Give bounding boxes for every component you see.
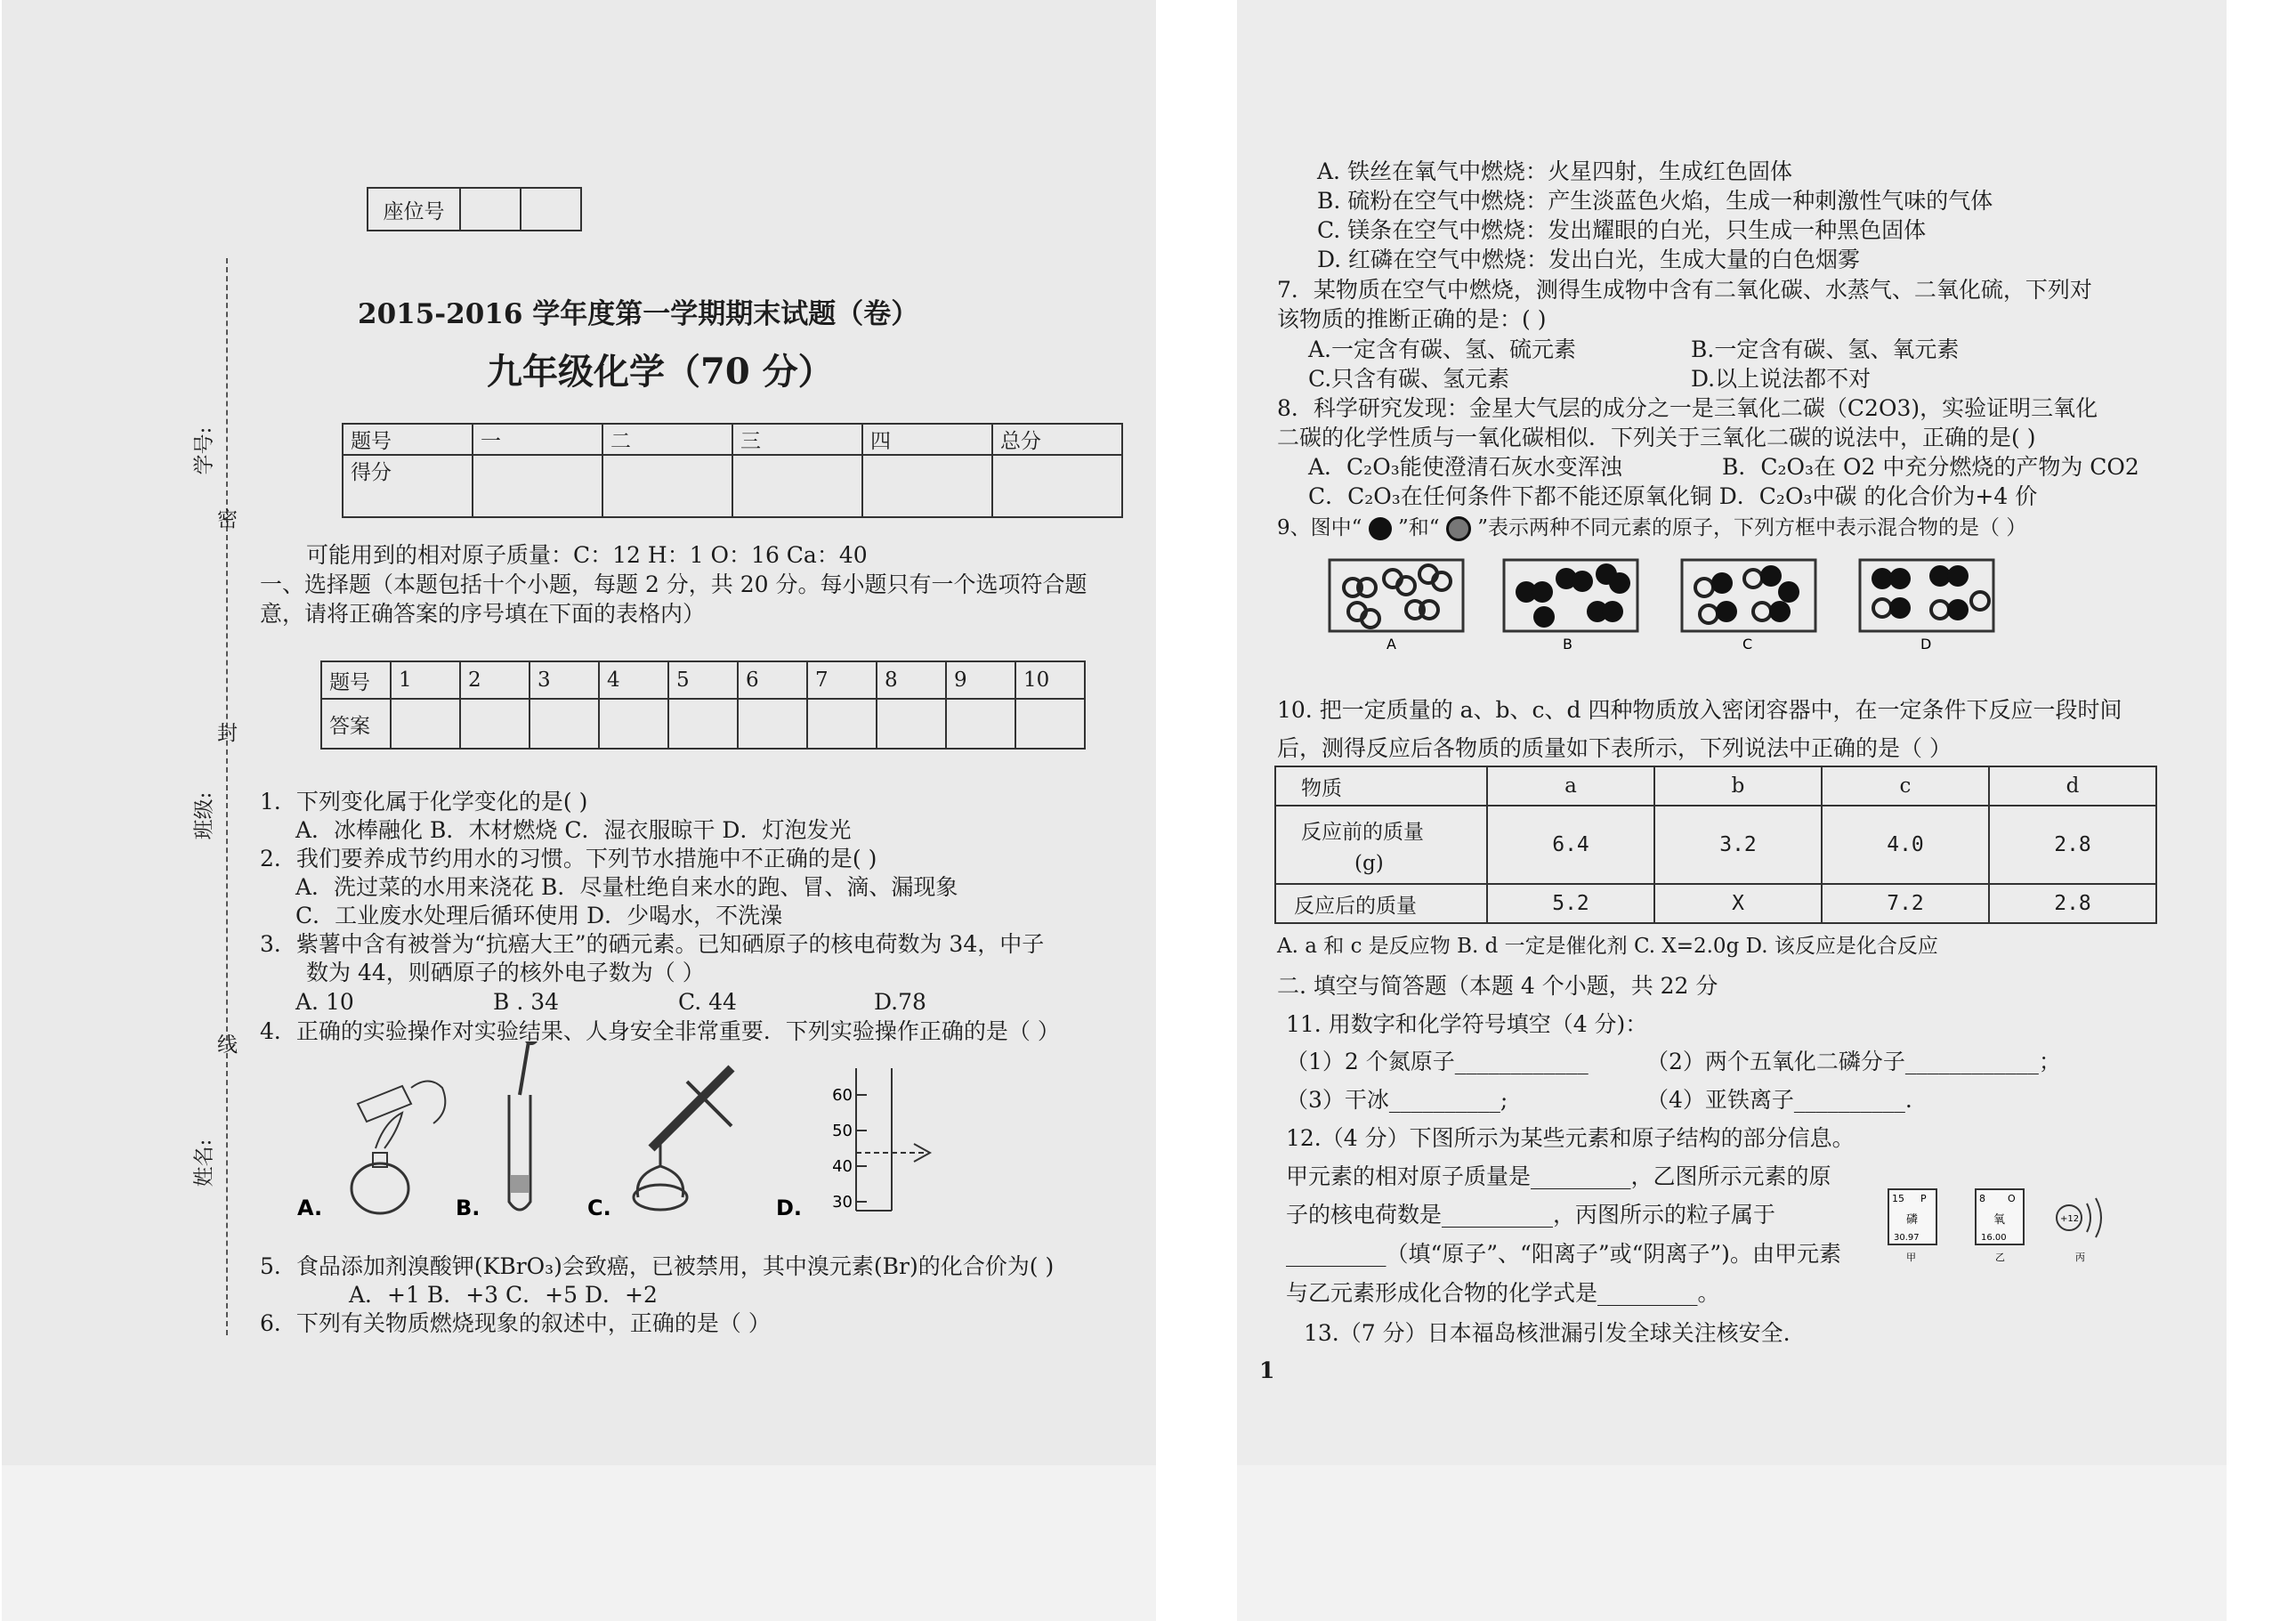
answer-cell[interactable] [460, 699, 530, 749]
jia-mass: 30.97 [1894, 1233, 1920, 1243]
score-header-cell: 四 [862, 424, 992, 455]
mass-header-cell: c [1822, 766, 1989, 806]
q9-text-3: ”表示两种不同元素的原子，下列方框中表示混合物的是（ ） [1477, 516, 2027, 539]
element-card-yi [1976, 1189, 2024, 1244]
score-row-label: 得分 [343, 455, 473, 517]
jia-symbol: P [1920, 1193, 1927, 1204]
answer-cell[interactable] [1015, 699, 1085, 749]
q3-option-d: D.78 [874, 989, 926, 1015]
scan-bottom-band [2, 1465, 1156, 1621]
q9-label-c: C [1742, 636, 1753, 652]
q1-options: A．冰棒融化 B．木材燃烧 C．湿衣服晾干 D．灯泡发光 [295, 817, 852, 843]
q2-stem: 2．我们要养成节约用水的习惯。下列节水措施中不正确的是( ) [260, 846, 877, 871]
q7-option-d: D.以上说法都不对 [1691, 366, 1872, 392]
cylinder-tick: 40 [832, 1157, 853, 1176]
q11-blank-4[interactable]: （4）亚铁离子__________. [1646, 1087, 1912, 1113]
answer-table [320, 661, 1086, 750]
answer-cell[interactable] [391, 699, 460, 749]
q4-label-c: C. [587, 1195, 611, 1220]
answer-cell[interactable] [877, 699, 946, 749]
q5-options: A．+1 B．+3 C．+5 D．+2 [349, 1282, 658, 1308]
bing-nucleus: +12 [2060, 1214, 2080, 1224]
q7-option-b: B.一定含有碳、氢、氧元素 [1691, 336, 1960, 362]
q4-label-d: D. [776, 1195, 803, 1220]
q8-stem-1: 8．科学研究发现：金星大气层的成分之一是三氧化二碳（C2O3)，实验证明三氧化 [1277, 395, 2098, 421]
q2-options-cd: C．工业废水处理后循环使用 D．少喝水，不洗澡 [295, 903, 783, 928]
q11-stem: 11. 用数字和化学符号填空（4 分)： [1286, 1011, 1648, 1037]
exam-subtitle: 九年级化学（70 分） [487, 351, 834, 393]
q1-stem: 1．下列变化属于化学变化的是( ) [260, 789, 588, 815]
jia-name: 磷 [1906, 1213, 1919, 1227]
mass-before-label-1: 反应前的质量 [1301, 820, 1424, 844]
q2-options-ab: A．洗过菜的水用来浇花 B．尽量杜绝自来水的跑、冒、滴、漏现象 [295, 874, 958, 900]
q10-options: A. a 和 c 是反应物 B. d 一定是催化剂 C. X=2.0g D. 该反应是化合反应 [1277, 935, 1938, 958]
test-tube-icon [509, 1041, 538, 1210]
score-header-cell: 二 [602, 424, 732, 455]
q12-stem: 12.（4 分）下图所示为某些元素和原子结构的部分信息。 [1286, 1125, 1855, 1151]
yi-atomic-number: 8 [1979, 1193, 1985, 1204]
answer-cell[interactable] [738, 699, 807, 749]
mass-before-cell: 6.4 [1487, 806, 1654, 884]
score-cell[interactable] [732, 455, 862, 517]
box-c [1682, 560, 1815, 631]
q12-line-2[interactable]: 甲元素的相对原子质量是_________，乙图所示元素的原 [1286, 1163, 1831, 1189]
q13-stem: 13.（7 分）日本福岛核泄漏引发全球关注核安全. [1304, 1320, 1791, 1346]
q7-stem-1: 7．某物质在空气中燃烧，测得生成物中含有二氧化碳、水蒸气、二氧化硫，下列对 [1277, 277, 2092, 303]
yi-name: 氧 [1993, 1213, 2006, 1227]
q6-stem: 6．下列有关物质燃烧现象的叙述中，正确的是（ ） [260, 1310, 771, 1336]
left-page [2, 0, 1156, 1621]
box-b [1504, 560, 1637, 631]
box-d [1860, 560, 1993, 631]
q12-line-4[interactable]: _________（填“原子”、“阳离子”或“阴离子”)。由甲元素 [1286, 1241, 1841, 1267]
score-cell[interactable] [602, 455, 732, 517]
q9-stem [1277, 516, 2026, 541]
cylinder-tick: 60 [832, 1086, 853, 1105]
element-card-jia [1888, 1189, 1936, 1244]
answer-header-cell: 10 [1015, 661, 1085, 699]
measuring-cylinder-icon [856, 1068, 930, 1211]
mass-before-label-2: (g) [1354, 851, 1384, 875]
mass-after-label: 反应后的质量 [1275, 884, 1487, 923]
section2-heading: 二. 填空与简答题（本题 4 个小题，共 22 分 [1277, 973, 1718, 999]
score-cell[interactable] [862, 455, 992, 517]
margin-class: 班级: [192, 791, 216, 840]
answer-header-cell: 2 [460, 661, 530, 699]
score-header-cell: 题号 [343, 424, 473, 455]
binding-dashed-line [226, 258, 228, 1335]
answer-header-cell: 9 [946, 661, 1015, 699]
answer-header-cell: 8 [877, 661, 946, 699]
score-header-cell: 三 [732, 424, 862, 455]
box-a [1330, 560, 1463, 631]
ion-structure-icon [2057, 1198, 2101, 1237]
answer-cell[interactable] [807, 699, 877, 749]
margin-student-number: 学号: [192, 426, 216, 475]
mass-header-cell: 物质 [1275, 766, 1487, 806]
margin-feng: 封 [217, 722, 238, 745]
answer-header-cell: 4 [599, 661, 668, 699]
q3-option-b: B . 34 [493, 989, 560, 1015]
answer-header-cell: 7 [807, 661, 877, 699]
mass-header-cell: a [1487, 766, 1654, 806]
q7-option-a: A.一定含有碳、氢、硫元素 [1308, 336, 1577, 362]
q4-label-b: B. [456, 1195, 481, 1220]
q3-option-a: A. 10 [295, 989, 354, 1015]
mass-after-cell: 5.2 [1487, 884, 1654, 923]
mass-before-label [1275, 806, 1487, 884]
q12-line-3[interactable]: 子的核电荷数是__________，丙图所示的粒子属于 [1286, 1202, 1776, 1228]
q3-stem-2: 数为 44，则硒原子的核外电子数为（ ） [306, 960, 705, 985]
q5-stem: 5．食品添加剂溴酸钾(KBrO₃)会致癌，已被禁用，其中溴元素(Br)的化合价为( ) [260, 1253, 1055, 1279]
q11-blank-2[interactable]: （2）两个五氧化二磷分子____________； [1646, 1049, 2061, 1074]
score-header-cell: 一 [473, 424, 602, 455]
q4-figure [287, 1041, 981, 1228]
q7-option-c: C.只含有碳、氢元素 [1308, 366, 1510, 392]
caption-jia: 甲 [1906, 1252, 1916, 1263]
caption-yi: 乙 [1995, 1252, 2005, 1263]
q10-stem-2: 后，测得反应后各物质的质量如下表所示，下列说法中正确的是（ ） [1277, 735, 1952, 761]
atomic-mass-line: 可能用到的相对原子质量：C：12 H：1 O：16 Ca：40 [306, 542, 868, 568]
mass-after-cell: 7.2 [1822, 884, 1989, 923]
score-table [342, 423, 1123, 518]
q9-text-1: 9、图中“ [1277, 516, 1362, 539]
cylinder-tick: 50 [832, 1122, 853, 1140]
jia-atomic-number: 15 [1892, 1193, 1904, 1204]
answer-header-cell: 题号 [321, 661, 391, 699]
answer-cell[interactable] [946, 699, 1015, 749]
q8-option-a: A．C₂O₃能使澄清石灰水变浑浊 [1308, 454, 1622, 480]
section1-heading-1: 一、选择题（本题包括十个小题，每题 2 分，共 20 分。每小题只有一个选项符合题 [260, 571, 1087, 597]
score-cell[interactable] [992, 455, 1122, 517]
answer-cell[interactable] [530, 699, 599, 749]
exam-title: 2015-2016 学年度第一学期期末试题（卷） [358, 298, 919, 330]
seat-cell[interactable] [521, 188, 581, 231]
section1-heading-2: 意，请将正确答案的序号填在下面的表格内） [260, 601, 706, 627]
answer-header-cell: 5 [668, 661, 738, 699]
alcohol-lamp-icon [352, 1082, 445, 1214]
seat-label: 座位号 [368, 188, 460, 231]
cylinder-tick: 30 [832, 1193, 853, 1212]
q6-option-c: C. 镁条在空气中燃烧：发出耀眼的白光，只生成一种黑色固体 [1317, 217, 1927, 243]
q11-blank-3[interactable]: （3）干冰__________; [1286, 1087, 1508, 1113]
seat-cell[interactable] [460, 188, 521, 231]
mass-before-cell: 2.8 [1989, 806, 2156, 884]
mass-after-cell: 2.8 [1989, 884, 2156, 923]
margin-mi: 密 [217, 508, 238, 531]
answer-header-cell: 1 [391, 661, 460, 699]
q10-stem-1: 10. 把一定质量的 a、b、c、d 四种物质放入密闭容器中，在一定条件下反应一段时间 [1277, 697, 2122, 723]
q3-option-c: C. 44 [678, 989, 737, 1015]
q6-option-a: A. 铁丝在氧气中燃烧：火星四射，生成红色固体 [1317, 158, 1792, 184]
caption-bing: 丙 [2075, 1252, 2085, 1263]
q9-figure [1326, 556, 2038, 654]
yi-mass: 16.00 [1981, 1233, 2007, 1243]
q8-option-b: B．C₂O₃在 O2 中充分燃烧的产物为 CO2 [1722, 454, 2139, 480]
black-atom-icon [1369, 517, 1392, 540]
answer-cell[interactable] [668, 699, 738, 749]
q11-blank-1[interactable]: （1）2 个氮原子____________ [1286, 1049, 1589, 1074]
yi-symbol: O [2008, 1193, 2016, 1204]
score-cell[interactable] [473, 455, 602, 517]
q12-figure [1887, 1184, 2136, 1282]
q6-option-d: D. 红磷在空气中燃烧：发出白光，生成大量的白色烟雾 [1317, 247, 1861, 272]
mass-header-cell: b [1654, 766, 1822, 806]
margin-xian: 线 [217, 1033, 238, 1057]
q3-stem-1: 3．紫薯中含有被誉为“抗癌大王”的硒元素。已知硒原子的核电荷数为 34，中子 [260, 931, 1045, 957]
grey-atom-icon [1446, 516, 1471, 541]
seat-number-box [367, 187, 582, 231]
mass-after-cell: X [1654, 884, 1822, 923]
heating-tube-icon [634, 1068, 732, 1210]
q12-line-5[interactable]: 与乙元素形成化合物的化学式是_________。 [1286, 1280, 1720, 1306]
answer-row-label: 答案 [321, 699, 391, 749]
q9-label-a: A [1386, 636, 1396, 652]
q6-option-b: B. 硫粉在空气中燃烧：产生淡蓝色火焰，生成一种刺激性气味的气体 [1317, 188, 1993, 214]
q8-options-cd: C．C₂O₃在任何条件下都不能还原氧化铜 D．C₂O₃中碳 的化合价为+4 价 [1308, 483, 2038, 509]
right-page [1237, 0, 2227, 1621]
mass-before-cell: 3.2 [1654, 806, 1822, 884]
q4-stem: 4．正确的实验操作对实验结果、人身安全非常重要．下列实验操作正确的是（ ） [260, 1018, 1060, 1044]
mass-before-cell: 4.0 [1822, 806, 1989, 884]
q4-label-a: A. [297, 1195, 323, 1220]
mass-table [1274, 766, 2157, 924]
margin-name: 姓名: [192, 1139, 216, 1187]
scan-bottom-band [1237, 1465, 2227, 1621]
answer-cell[interactable] [599, 699, 668, 749]
q7-stem-2: 该物质的推断正确的是：( ) [1277, 306, 1547, 332]
answer-header-cell: 3 [530, 661, 599, 699]
score-header-cell: 总分 [992, 424, 1122, 455]
q9-label-b: B [1563, 636, 1572, 652]
answer-header-cell: 6 [738, 661, 807, 699]
q8-stem-2: 二碳的化学性质与一氧化碳相似．下列关于三氧化二碳的说法中，正确的是( ) [1277, 425, 2036, 450]
q9-label-d: D [1920, 636, 1932, 652]
page-number: 1 [1259, 1358, 1275, 1383]
q9-text-2: ”和“ [1398, 516, 1440, 539]
mass-header-cell: d [1989, 766, 2156, 806]
